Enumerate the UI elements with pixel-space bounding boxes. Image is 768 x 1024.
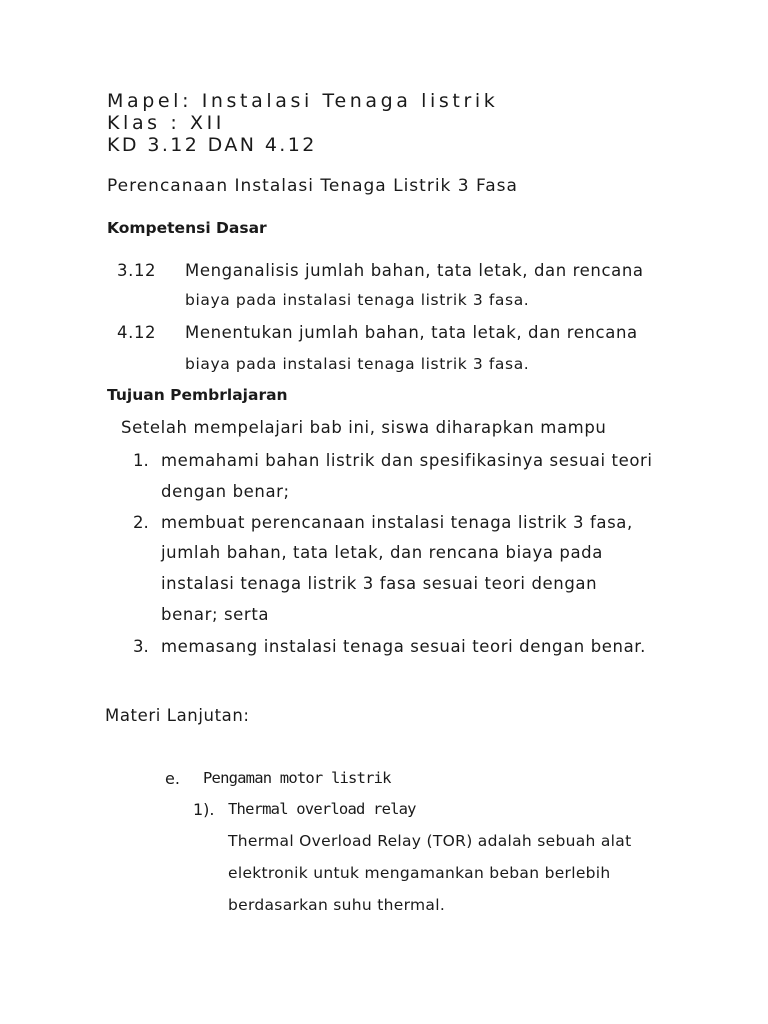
item-title: Thermal overload relay xyxy=(228,800,416,818)
kd-item-number: 4.12 xyxy=(117,323,157,342)
list-item-line: jumlah bahan, tata letak, dan rencana biaya pada xyxy=(161,543,603,562)
tujuan-intro: Setelah mempelajari bab ini, siswa diharapkan mampu xyxy=(121,418,607,437)
kd-item-line: biaya pada instalasi tenaga listrik 3 fasa. xyxy=(185,291,530,309)
paragraph-line: elektronik untuk mengamankan beban berlebih xyxy=(228,864,611,882)
paragraph-line: Thermal Overload Relay (TOR) adalah sebuah alat xyxy=(228,832,632,850)
class-line: Klas : XII xyxy=(107,112,225,134)
tujuan-heading: Tujuan Pembrlajaran xyxy=(107,386,288,404)
subject-line: Mapel: Instalasi Tenaga listrik xyxy=(107,90,499,112)
list-item-line: instalasi tenaga listrik 3 fasa sesuai teori dengan xyxy=(161,574,598,593)
list-item-number: 2. xyxy=(133,513,149,532)
kd-item-line: Menganalisis jumlah bahan, tata letak, dan rencana xyxy=(185,261,644,280)
list-item-line: benar; serta xyxy=(161,605,270,624)
list-item-line: memasang instalasi tenaga sesuai teori dengan benar. xyxy=(161,637,646,656)
kompetensi-dasar-heading: Kompetensi Dasar xyxy=(107,219,267,237)
item-label: 1). xyxy=(193,800,215,819)
paragraph-line: berdasarkan suhu thermal. xyxy=(228,896,446,914)
list-item-line: dengan benar; xyxy=(161,482,290,501)
list-item-line: memahami bahan listrik dan spesifikasinya sesuai teori xyxy=(161,451,653,470)
kd-item-number: 3.12 xyxy=(117,261,157,280)
kd-item-line: Menentukan jumlah bahan, tata letak, dan rencana xyxy=(185,323,638,342)
materi-heading: Materi Lanjutan: xyxy=(105,706,250,725)
kd-item-line: biaya pada instalasi tenaga listrik 3 fasa. xyxy=(185,355,530,373)
page-title: Perencanaan Instalasi Tenaga Listrik 3 Fasa xyxy=(107,176,518,196)
sub-section-title: Pengaman motor listrik xyxy=(203,769,391,787)
list-item-number: 1. xyxy=(133,451,149,470)
list-item-line: membuat perencanaan instalasi tenaga listrik 3 fasa, xyxy=(161,513,633,532)
list-item-number: 3. xyxy=(133,637,149,656)
sub-section-label: e. xyxy=(165,769,180,788)
kd-line: KD 3.12 DAN 4.12 xyxy=(107,134,317,156)
